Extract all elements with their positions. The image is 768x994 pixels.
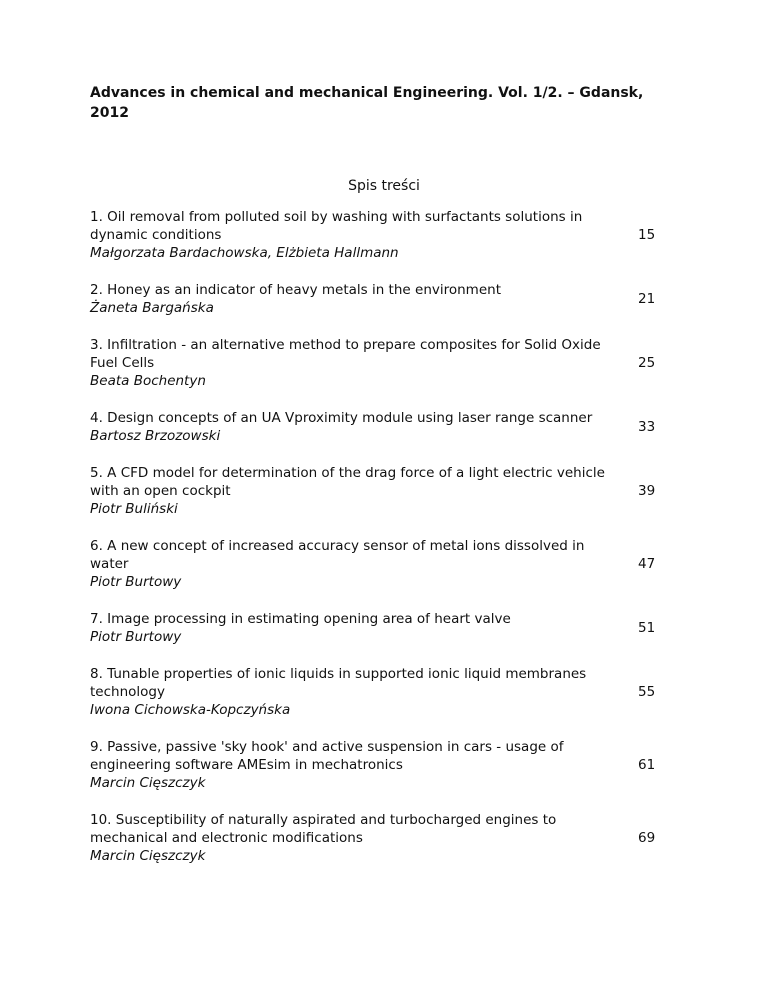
document-title: Advances in chemical and mechanical Engineering. Vol. 1/2. – Gdansk, 2012: [90, 85, 644, 121]
toc-entry-page: 61: [638, 757, 656, 773]
toc-entry-author: Beata Bochentyn: [90, 373, 206, 389]
toc-entry: [90, 537, 690, 591]
toc-entry-page: 33: [638, 419, 656, 435]
toc-entry-title: 8. Tunable properties of ionic liquids in supported ionic liquid membranes technology: [90, 666, 587, 700]
toc-entry-title: 2. Honey as an indicator of heavy metals in the environment: [90, 282, 501, 298]
toc-entry-title: 3. Infiltration - an alternative method to prepare composites for Solid Oxide Fuel Cells: [90, 337, 601, 371]
toc-entry-author: Piotr Buliński: [90, 501, 178, 517]
toc-entry-author: Iwona Cichowska-Kopczyńska: [90, 702, 291, 718]
toc-entry-author: Marcin Cięszczyk: [90, 775, 206, 791]
toc-entry: [90, 738, 690, 792]
toc-entry-title: 6. A new concept of increased accuracy sensor of metal ions dissolved in water: [90, 538, 585, 572]
toc-entry-author: Żaneta Bargańska: [90, 300, 214, 316]
toc-entry-author: Małgorzata Bardachowska, Elżbieta Hallmann: [90, 245, 399, 261]
toc-entry-page: 39: [638, 483, 656, 499]
toc-entry-page: 51: [638, 620, 656, 636]
toc-entry-author: Piotr Burtowy: [90, 629, 182, 645]
toc-entry-page: 69: [638, 830, 656, 846]
toc-entry-title: 9. Passive, passive 'sky hook' and active suspension in cars - usage of engineering software AMEsim in mechatronics: [90, 739, 564, 773]
toc-entry-title: 10. Susceptibility of naturally aspirated and turbocharged engines to mechanical and electronic modifications: [90, 812, 557, 846]
toc-entry: [90, 208, 690, 262]
toc-entry: [90, 665, 690, 719]
toc-heading: Spis treści: [348, 178, 420, 194]
toc-entry-author: Bartosz Brzozowski: [90, 428, 221, 444]
toc-entry-title: 5. A CFD model for determination of the drag force of a light electric vehicle with an open cockpit: [90, 465, 605, 499]
toc-entry: [90, 409, 690, 445]
toc-entry-title: 4. Design concepts of an UA Vproximity module using laser range scanner: [90, 410, 593, 426]
toc-entry-page: 55: [638, 684, 656, 700]
table-of-contents: [90, 208, 690, 884]
toc-entry-page: 21: [638, 291, 656, 307]
toc-entry: [90, 610, 690, 646]
toc-entry: [90, 281, 690, 317]
toc-entry-author: Marcin Cięszczyk: [90, 848, 206, 864]
toc-entry-title: 1. Oil removal from polluted soil by washing with surfactants solutions in dynamic conditions: [90, 209, 583, 243]
toc-entry: [90, 811, 690, 865]
toc-entry-author: Piotr Burtowy: [90, 574, 182, 590]
toc-entry: [90, 336, 690, 390]
toc-entry-title: 7. Image processing in estimating opening area of heart valve: [90, 611, 511, 627]
toc-entry-page: 15: [638, 227, 656, 243]
toc-entry-page: 47: [638, 556, 656, 572]
toc-entry: [90, 464, 690, 518]
toc-entry-page: 25: [638, 355, 656, 371]
